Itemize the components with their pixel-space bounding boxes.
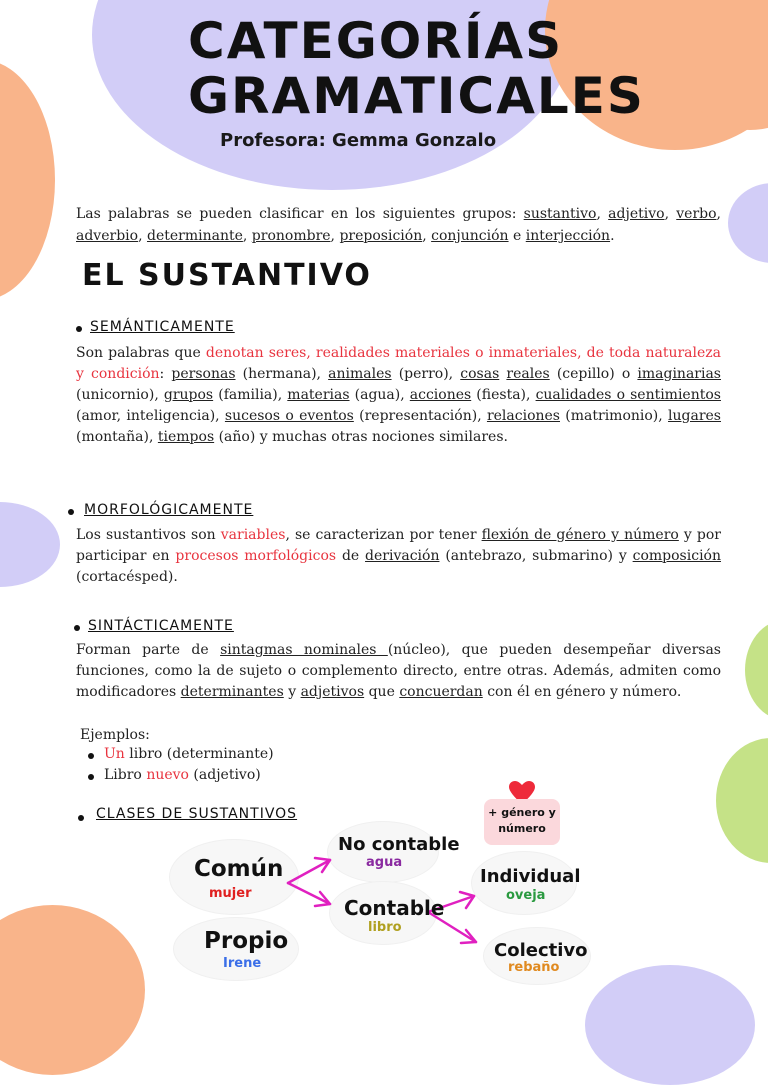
node-colectivo: Colectivo xyxy=(494,940,588,961)
node-contable-example: libro xyxy=(368,920,402,935)
semantic-heading: SEMÁNTICAMENTE xyxy=(90,319,235,335)
node-comun: Común xyxy=(194,856,284,882)
examples-label: Ejemplos: xyxy=(80,727,150,743)
badge-line-2: número xyxy=(498,822,546,835)
example-2: Libro nuevo (adjetivo) xyxy=(104,767,261,783)
title-line-2: GRAMATICALES xyxy=(188,67,645,125)
node-individual-example: oveja xyxy=(506,888,546,903)
title-line-1: CATEGORÍAS xyxy=(188,12,564,70)
node-contable: Contable xyxy=(344,896,445,920)
node-colectivo-example: rebaño xyxy=(508,960,560,975)
gender-number-badge xyxy=(484,799,560,845)
arrow-comun-contable xyxy=(288,883,330,904)
morpho-paragraph: Los sustantivos son variables, se caracterizan por tener flexión de género y número y por participar en procesos morfológicos de derivación (antebrazo, submarino) y composición (cortacésped). xyxy=(76,527,721,585)
node-propio-example: Irene xyxy=(223,956,262,971)
badge-line-1: + género y xyxy=(488,806,556,819)
syntax-heading: SINTÁCTICAMENTE xyxy=(88,618,234,634)
subtitle: Profesora: Gemma Gonzalo xyxy=(220,130,497,151)
node-nocontable-example: agua xyxy=(366,855,403,870)
example-1: Un libro (determinante) xyxy=(104,746,274,762)
morpho-heading: MORFOLÓGICAMENTE xyxy=(84,502,254,518)
intro-paragraph: Las palabras se pueden clasificar en los siguientes grupos: sustantivo, adjetivo, verbo, adverbio, determinante, pronombre, preposición, conjunción e interjección. xyxy=(76,206,721,244)
node-individual: Individual xyxy=(480,866,581,887)
node-nocontable: No contable xyxy=(338,834,460,855)
node-propio: Propio xyxy=(204,928,289,954)
node-comun-example: mujer xyxy=(209,886,252,901)
section-heading: EL SUSTANTIVO xyxy=(82,258,372,293)
classes-heading: CLASES DE SUSTANTIVOS xyxy=(96,806,298,822)
semantic-paragraph: Son palabras que denotan seres, realidades materiales o inmateriales, de toda naturaleza y condición: personas (hermana), animales (perro), cosas reales (cepillo) o imaginarias (unicornio), grupos (familia), materias (agua), acciones (fiesta), cualidades o sentimientos (amor, inteligencia), sucesos o eventos (representación), relaciones (matrimonio), lugares (montaña), tiempos (año) y muchas otras nociones similares. xyxy=(76,345,721,445)
syntax-paragraph: Forman parte de sintagmas nominales (núcleo), que pueden desempeñar diversas funciones, como la de sujeto o complemento directo, entre otras. Además, admiten como modificadores determinantes y adjetivos que concuerdan con él en género y número. xyxy=(76,642,721,700)
